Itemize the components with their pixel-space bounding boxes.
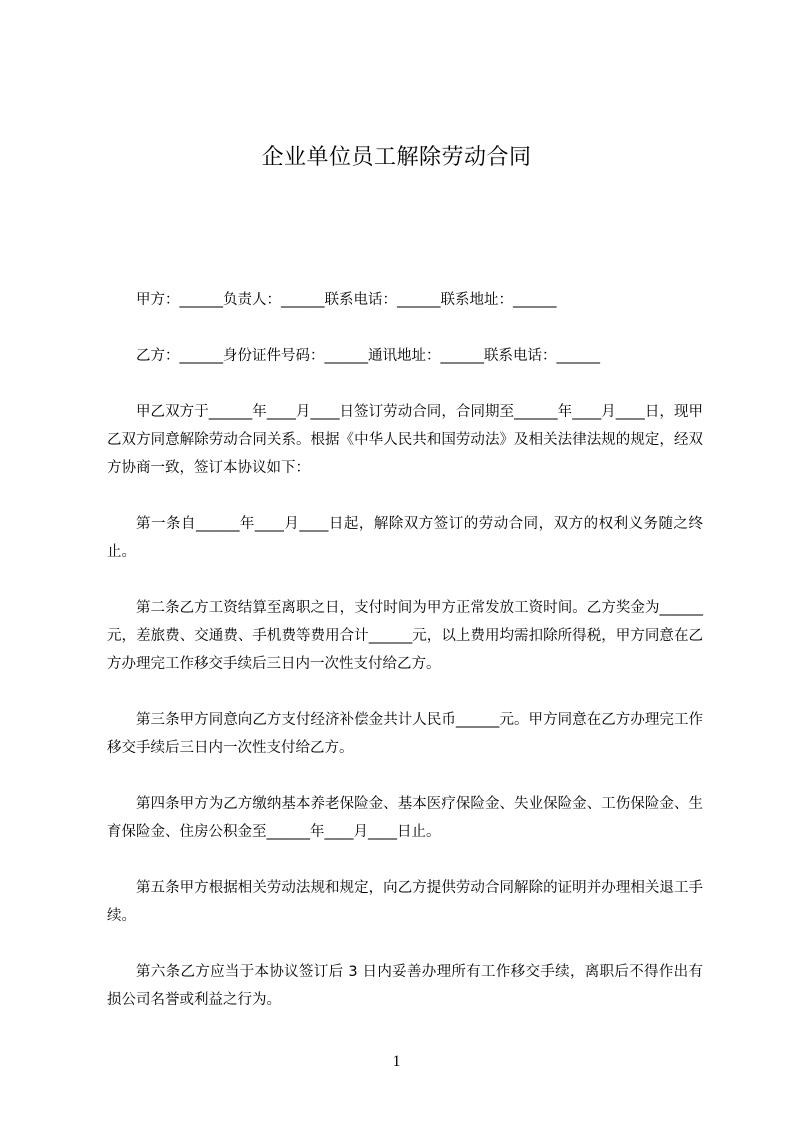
page-number: 1 <box>392 1053 401 1070</box>
article-3: 第三条甲方同意向乙方支付经济补偿金共计人民币______元。甲方同意在乙方办理完工作移交手续后三日内一次性支付给乙方。 <box>107 712 703 756</box>
preamble-paragraph: 甲乙双方于______年____月____日签订劳动合同，合同期至______年____月____日，现甲乙双方同意解除劳动合同关系。根据《中华人民共和国劳动法》及相关法律法规的规定，经双方协商一致，签订本协议如下： <box>107 404 703 476</box>
article-5: 第五条甲方根据相关劳动法规和规定，向乙方提供劳动合同解除的证明并办理相关退工手续。 <box>107 880 703 924</box>
article-6: 第六条乙方应当于本协议签订后 3 日内妥善办理所有工作移交手续，离职后不得作出有损公司名誉或利益之行为。 <box>107 964 703 1008</box>
article-1: 第一条自______年____月____日起，解除双方签订的劳动合同，双方的权利义务随之终止。 <box>107 516 703 560</box>
document-title: 企业单位员工解除劳动合同 <box>261 145 532 170</box>
document-body <box>107 286 703 1042</box>
party-a-info: 甲方：______负责人：______联系电话：______联系地址：______ <box>136 292 557 308</box>
party-b-info: 乙方：______身份证件号码：______通讯地址：______联系电话：______ <box>136 348 600 364</box>
article-2: 第二条乙方工资结算至离职之日，支付时间为甲方正常发放工资时间。乙方奖金为______元，差旅费、交通费、手机费等费用合计______元，以上费用均需扣除所得税，甲方同意在乙方办理完工作移交手续后三日内一次性支付给乙方。 <box>107 600 703 672</box>
article-4: 第四条甲方为乙方缴纳基本养老保险金、基本医疗保险金、失业保险金、工伤保险金、生育保险金、住房公积金至______年____月____日止。 <box>107 796 703 840</box>
